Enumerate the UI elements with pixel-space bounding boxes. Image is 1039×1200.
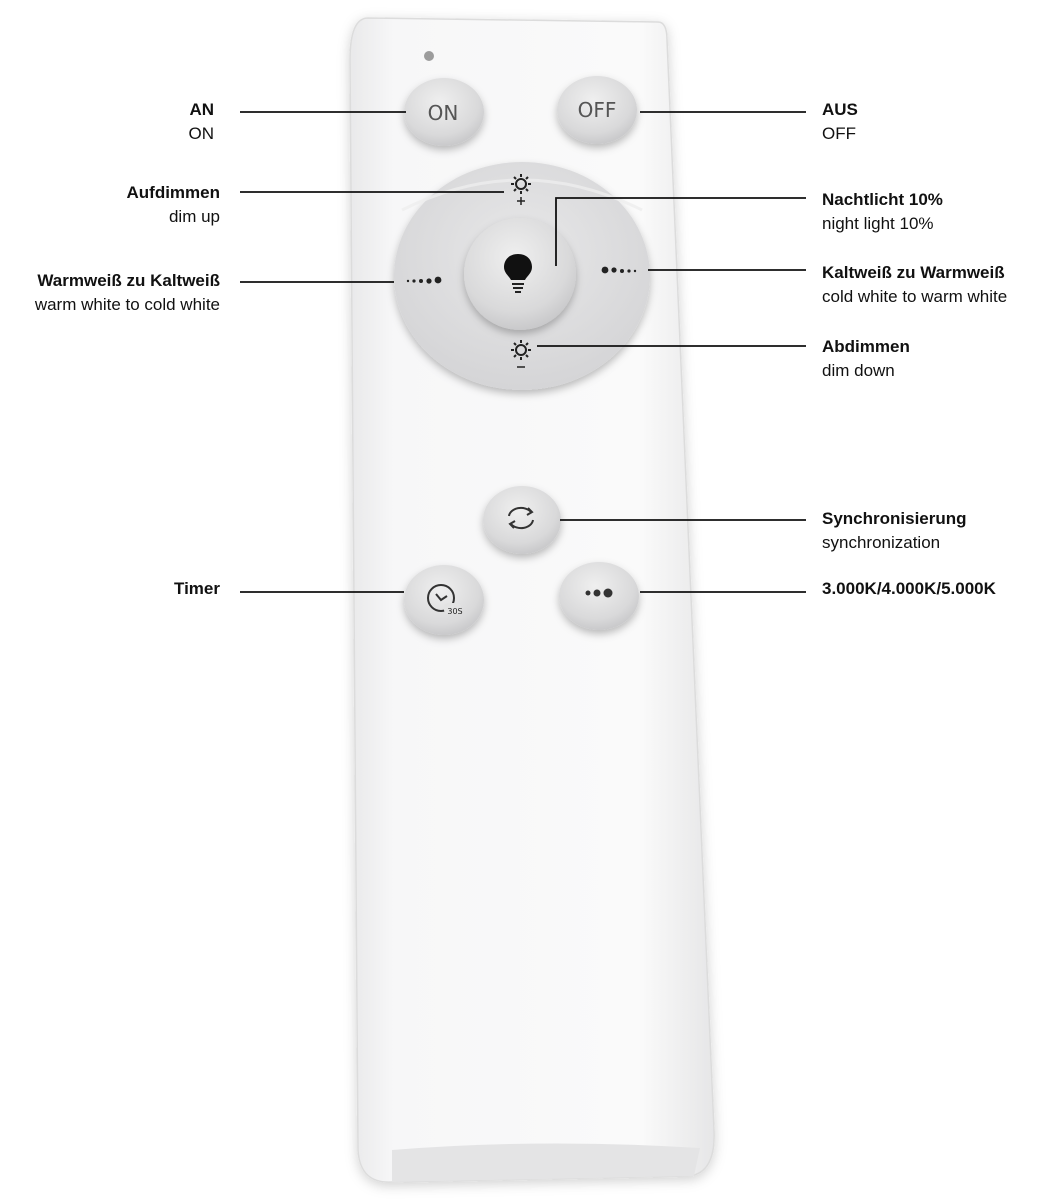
label-dim-down — [822, 335, 910, 383]
label-off-secondary: OFF — [822, 124, 856, 143]
label-warm-to-cold-primary: Warmweiß zu Kaltweiß — [37, 271, 220, 290]
label-night-light-primary: Nachtlicht 10% — [822, 190, 943, 209]
label-timer-primary: Timer — [174, 579, 220, 598]
color-temp-button[interactable] — [559, 562, 639, 630]
label-sync — [822, 507, 967, 555]
timer-button-label: 30S — [447, 607, 463, 616]
label-night-light-secondary: night light 10% — [822, 214, 934, 233]
led-indicator — [424, 51, 434, 61]
timer-button[interactable] — [404, 565, 484, 635]
label-sync-primary: Synchronisierung — [822, 509, 967, 528]
label-sync-secondary: synchronization — [822, 533, 941, 552]
label-color-temp-primary: 3.000K/4.000K/5.000K — [822, 579, 996, 598]
off-button-label: OFF — [577, 98, 617, 122]
label-on-primary: AN — [189, 100, 214, 119]
label-on — [189, 98, 215, 146]
label-off — [822, 98, 858, 146]
label-night-light — [822, 188, 943, 236]
label-timer — [174, 577, 220, 601]
label-dim-up-secondary: dim up — [168, 207, 220, 226]
label-warm-to-cold-secondary: warm white to cold white — [34, 295, 220, 314]
label-dim-up — [127, 181, 221, 229]
label-on-secondary: ON — [188, 124, 214, 143]
label-off-primary: AUS — [822, 100, 858, 119]
label-dim-up-primary: Aufdimmen — [126, 183, 220, 202]
label-dim-down-primary: Abdimmen — [822, 337, 910, 356]
label-cold-to-warm — [822, 261, 1007, 309]
label-color-temp — [822, 577, 996, 601]
label-dim-down-secondary: dim down — [822, 361, 895, 380]
on-button-label: ON — [427, 101, 459, 125]
sync-button[interactable] — [483, 486, 561, 554]
label-cold-to-warm-secondary: cold white to warm white — [822, 287, 1008, 306]
label-warm-to-cold — [35, 269, 220, 317]
label-cold-to-warm-primary: Kaltweiß zu Warmweiß — [822, 263, 1005, 282]
